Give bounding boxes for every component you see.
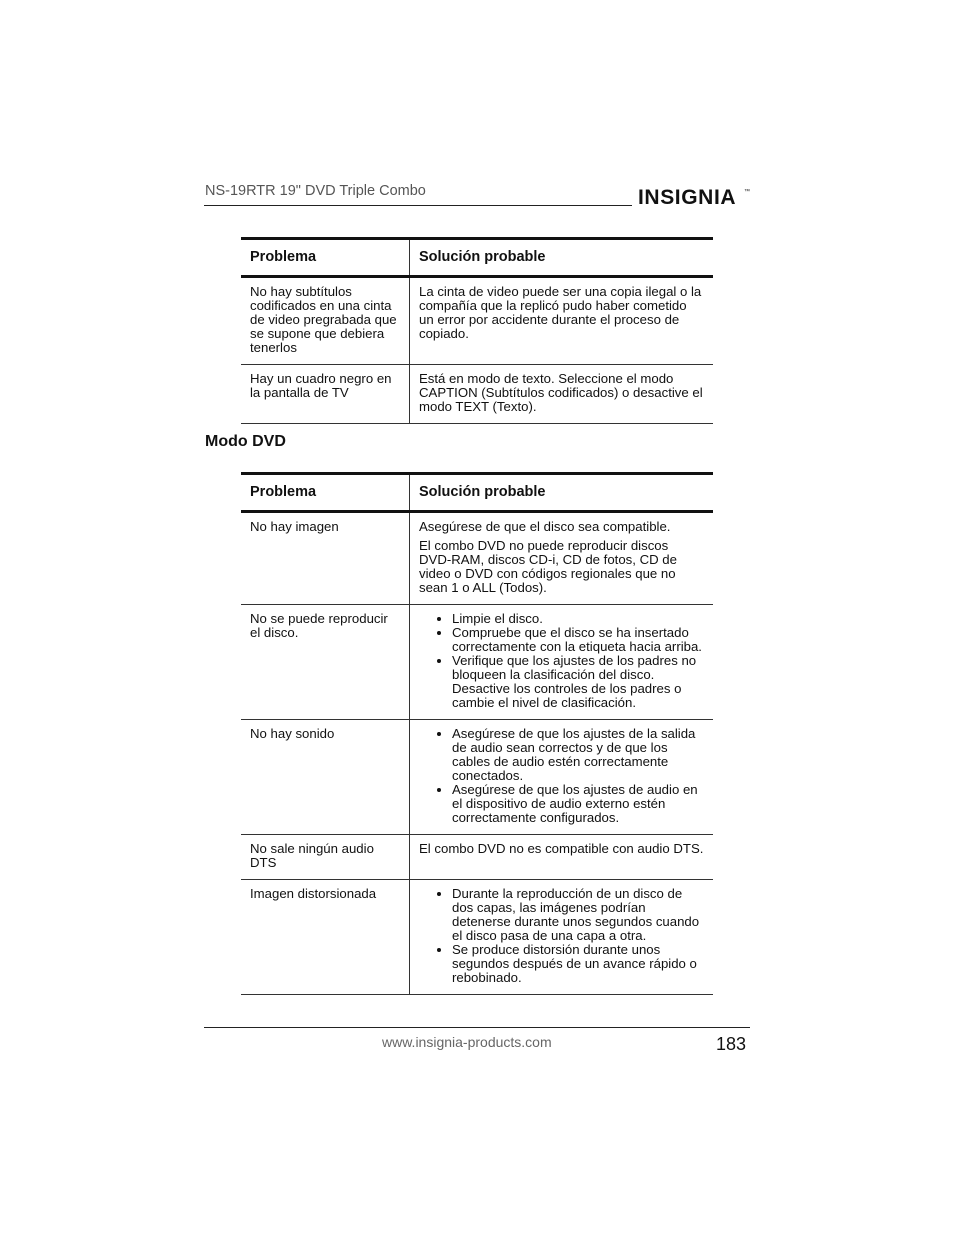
solution-cell: Está en modo de texto. Seleccione el modo CAPTION (Subtítulos codificados) o desactive el modo TEXT (Texto). bbox=[410, 365, 714, 424]
page-number: 183 bbox=[716, 1034, 747, 1054]
solution-bullet: • Asegúrese de que los ajustes de la salida de audio sean correctos y de que los cables de audio estén correctamente conectados. bbox=[452, 727, 704, 783]
solution-bullet: • Se produce distorsión durante unos segundos después de un avance rápido o rebobinado. bbox=[452, 943, 704, 985]
troubleshooting-table-dvd bbox=[241, 472, 713, 995]
solution-cell: El combo DVD no es compatible con audio DTS. bbox=[410, 835, 714, 880]
insignia-logo bbox=[638, 180, 750, 212]
table-row bbox=[241, 720, 713, 835]
solution-bullet: • Asegúrese de que los ajustes de audio en el dispositivo de audio externo estén correctamente configurados. bbox=[452, 783, 704, 825]
section-heading: Modo DVD bbox=[205, 433, 286, 450]
solution-bullet: • Durante la reproducción de un disco de dos capas, las imágenes podrían detenerse durante unos segundos cuando el disco pasa de una capa a otra. bbox=[452, 887, 704, 943]
solution-cell bbox=[410, 512, 714, 605]
problem-cell: No sale ningún audio DTS bbox=[241, 835, 410, 880]
table-row bbox=[241, 365, 713, 424]
table-row bbox=[241, 512, 713, 605]
problem-cell: Imagen distorsionada bbox=[241, 880, 410, 995]
problem-cell: No hay imagen bbox=[241, 512, 410, 605]
table-row bbox=[241, 605, 713, 720]
svg-text:INSIGNIA: INSIGNIA bbox=[638, 186, 737, 209]
table-row bbox=[241, 277, 713, 365]
solution-paragraph: Asegúrese de que el disco sea compatible. bbox=[419, 519, 671, 534]
table-header-row bbox=[241, 239, 713, 277]
table-row bbox=[241, 835, 713, 880]
footer-url: www.insignia-products.com bbox=[382, 1034, 552, 1050]
solution-cell bbox=[410, 720, 714, 835]
column-header-solution: Solución probable bbox=[410, 474, 714, 512]
insignia-logo-graphic bbox=[638, 180, 750, 212]
problem-cell: No hay subtítulos codificados en una cinta de video pregrabada que se supone que debiera tenerlos bbox=[241, 277, 410, 365]
solution-cell bbox=[410, 605, 714, 720]
troubleshooting-table-video bbox=[241, 237, 713, 424]
footer-divider bbox=[204, 1027, 750, 1028]
document-title: NS-19RTR 19" DVD Triple Combo bbox=[205, 183, 426, 199]
solution-cell: La cinta de video puede ser una copia ilegal o la compañía que la replicó pudo haber cometido un error por accidente durante el proceso de copiado. bbox=[410, 277, 714, 365]
header-divider bbox=[204, 205, 632, 206]
svg-text:™: ™ bbox=[744, 189, 750, 195]
column-header-problem: Problema bbox=[241, 474, 410, 512]
problem-cell: No se puede reproducir el disco. bbox=[241, 605, 410, 720]
solution-cell bbox=[410, 880, 714, 995]
solution-bullet: • Verifique que los ajustes de los padres no bloqueen la clasificación del disco. Desactive los controles de los padres o cambie el nivel de clasificación. bbox=[452, 654, 704, 710]
table-header-row bbox=[241, 474, 713, 512]
solution-list bbox=[419, 727, 704, 825]
column-header-solution: Solución probable bbox=[410, 239, 714, 277]
solution-list bbox=[419, 887, 704, 985]
problem-cell: Hay un cuadro negro en la pantalla de TV bbox=[241, 365, 410, 424]
solution-paragraph: El combo DVD no puede reproducir discos DVD-RAM, discos CD-i, CD de fotos, CD de video o DVD con códigos regionales que no sean 1 o ALL (Todos). bbox=[419, 538, 677, 595]
solution-bullet: • Limpie el disco. bbox=[452, 612, 704, 626]
column-header-problem: Problema bbox=[241, 239, 410, 277]
solution-bullet: • Compruebe que el disco se ha insertado correctamente con la etiqueta hacia arriba. bbox=[452, 626, 704, 654]
table-row bbox=[241, 880, 713, 995]
solution-list bbox=[419, 612, 704, 710]
problem-cell: No hay sonido bbox=[241, 720, 410, 835]
